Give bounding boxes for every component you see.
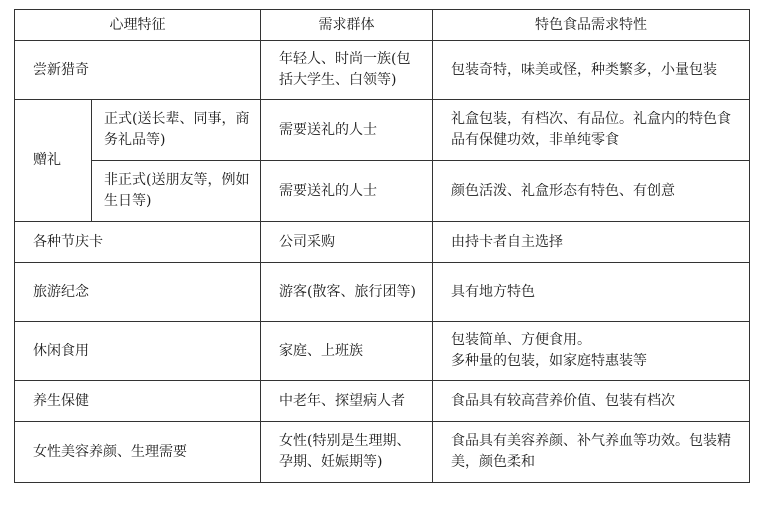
need-cell: 包装奇特，味美或怪，种类繁多，小量包装 [433,41,750,100]
need-cell: 由持卡者自主选择 [433,222,750,263]
need-line: 包装简单、方便食用。 [451,332,591,348]
need-cell [433,322,750,381]
need-cell: 颜色活泼、礼盒形态有特色、有创意 [433,161,750,222]
table-row [15,381,750,422]
group-cell: 需要送礼的人士 [261,161,433,222]
trait-cell: 女性美容养颜、生理需要 [15,422,261,483]
trait-cell: 尝新猎奇 [15,41,261,100]
table-row [15,222,750,263]
trait-cell: 休闲食用 [15,322,261,381]
group-cell: 女性(特别是生理期、孕期、妊娠期等) [261,422,433,483]
table-row [15,161,750,222]
table-row [15,41,750,100]
group-cell: 家庭、上班族 [261,322,433,381]
group-cell: 需要送礼的人士 [261,100,433,161]
trait-cell: 赠礼 [15,100,92,222]
need-cell: 食品具有较高营养价值、包装有档次 [433,381,750,422]
table-container [14,9,750,483]
header-demand-group: 需求群体 [261,10,433,41]
group-cell: 公司采购 [261,222,433,263]
gift-subtype-cell: 非正式(送朋友等，例如生日等) [92,161,261,222]
table-row [15,263,750,322]
food-demand-table [14,9,750,483]
header-demand-feature: 特色食品需求特性 [433,10,750,41]
group-cell: 游客(散客、旅行团等) [261,263,433,322]
table-row [15,322,750,381]
table-row [15,422,750,483]
group-cell: 中老年、探望病人者 [261,381,433,422]
need-cell: 具有地方特色 [433,263,750,322]
group-cell: 年轻人、时尚一族(包括大学生、白领等) [261,41,433,100]
trait-cell: 各种节庆卡 [15,222,261,263]
need-cell: 礼盒包装，有档次、有品位。礼盒内的特色食品有保健功效，非单纯零食 [433,100,750,161]
need-line: 多种量的包装，如家庭特惠装等 [451,353,647,369]
table-header-row [15,10,750,41]
header-psych-trait: 心理特征 [15,10,261,41]
table-row [15,100,750,161]
trait-cell: 旅游纪念 [15,263,261,322]
need-cell: 食品具有美容养颜、补气养血等功效。包装精美，颜色柔和 [433,422,750,483]
gift-subtype-cell: 正式(送长辈、同事，商务礼品等) [92,100,261,161]
trait-cell: 养生保健 [15,381,261,422]
